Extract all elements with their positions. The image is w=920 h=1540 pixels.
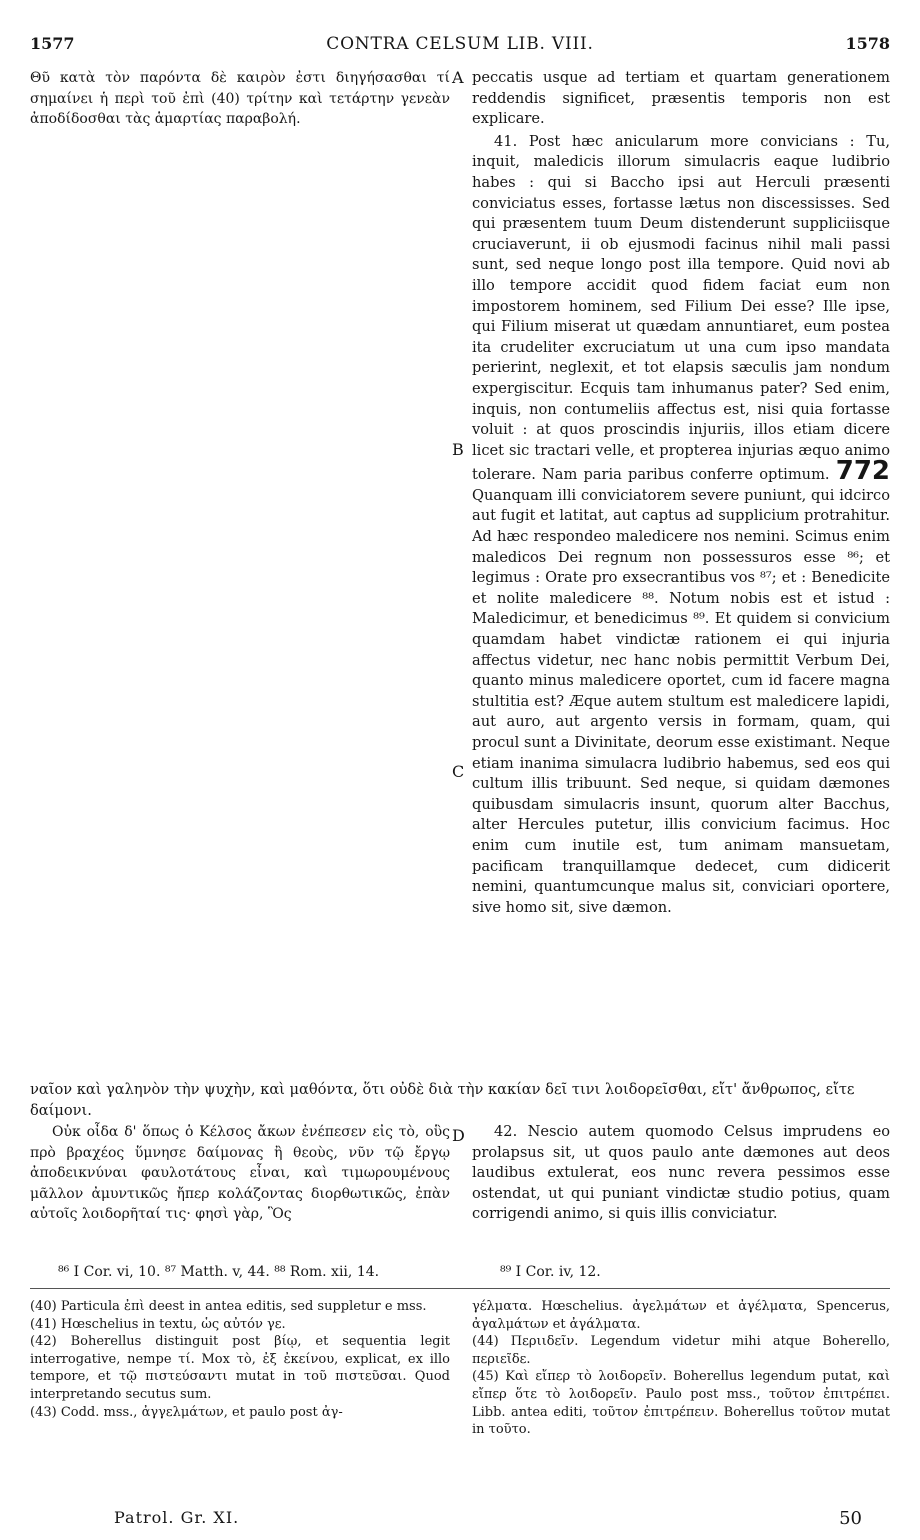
scripture-refs-right: ⁸⁹ I Cor. iv, 12. bbox=[500, 1264, 601, 1280]
column-number-marker: 772 bbox=[835, 456, 891, 487]
page-number-right: 1578 bbox=[845, 34, 890, 53]
margin-letter-b: B bbox=[452, 440, 464, 459]
footer-series: Patrol. Gr. XI. bbox=[114, 1508, 240, 1527]
scripture-refs-left: ⁸⁶ I Cor. vi, 10. ⁸⁷ Matth. v, 44. ⁸⁸ Rom. xii, 14. bbox=[58, 1264, 380, 1280]
greek-column bbox=[30, 68, 450, 132]
spanning-line: ναῖον καὶ γαληνὸν τὴν ψυχὴν, καὶ μαθόντα, ὅτι οὐδὲ διὰ τὴν κακίαν δεῖ τινι λοιδορεῖσθαι, εἴτ' ἄνθρωπος, εἴτε δαίμονι. bbox=[30, 1081, 855, 1119]
running-header bbox=[30, 34, 890, 60]
greek-column-section-42: Οὐκ οἶδα δ' ὅπως ὁ Κέλσος ἄκων ἐνέπεσεν εἰς τὸ, οὓς πρὸ βραχέος ὕμνησε δαίμονας ἢ θεοὺς, νῦν τῷ ἔργῳ ἀποδεικνύναι φαυλοτάτους εἶναι, καὶ τιμωρουμένους μᾶλλον ἀμυντικῶς ἤπερ κολάζοντας διορθωτικῶς, ἐπὰν αὐτοῖς λοιδορῆταί τις· φησὶ γὰρ, Ὃς bbox=[30, 1124, 450, 1223]
note-41: (41) Hœschelius in textu, ὡς αὐτόν γε. bbox=[30, 1316, 286, 1332]
latin-text-41: 41. Post hæc anicularum more convicians : Tu, inquit, maledicis illorum simulacris eaque ludibrio habes : qui si Baccho ipsi aut Herculi præsenti conviciatus esses, fortasse lætus non discessisses. Sed qui præsentem tuum Deum distenderunt suppliciisque cruciaverunt, ii ob ejusmodi facinus nihil mali passi sunt, sed neque longo post illa tempore. Quid novi ab illo tempore accidit quod fidem faciat eum non impostorem hominem, sed Filium Dei esse? Ille ipse, qui Filium miserat ut quædam annuntiaret, eum postea ita crudeliter excruciatum ut una cum ipso mandata perierint, neglexit, et tot elapsis sæculis jam nondum expergiscitur. Ecquis tam inhumanus pater? Sed enim, inquis, non contumeliis affectus est, nisi quia fortasse voluit : at quos proscindis injuriis, illos etiam dicere licet sic tractari velle, et propterea injurias æquo animo tolerare. Nam paria paribus conferre optimum. bbox=[472, 132, 890, 484]
margin-letter-c: C bbox=[452, 762, 465, 781]
latin-paragraph-41 bbox=[472, 132, 890, 919]
note-44: (44) Περιιδεῖν. Legendum videtur mihi atque Boherello, περιεῖδε. bbox=[472, 1334, 890, 1367]
notes-divider bbox=[30, 1288, 890, 1289]
note-43: (43) Codd. mss., ἀγγελμάτων, et paulo post ἀγ- bbox=[30, 1404, 343, 1420]
page-footer bbox=[30, 1508, 890, 1532]
notes-right bbox=[472, 1298, 890, 1439]
footer-signature: 50 bbox=[839, 1508, 862, 1529]
margin-letter-d: D bbox=[452, 1126, 465, 1145]
note-42: (42) Boherellus distinguit post βίῳ, et sequentia legit interrogative, nempe τί. Mox τὸ, ἐξ ἐκείνου, explicat, ex illo tempore, et τῷ πιστεύσαντι mutat in τοῦ πιστεῦσαι. Quod interpretando secutus sum. bbox=[30, 1334, 450, 1402]
note-43-cont: γέλματα. Hœschelius. ἀγελμάτων et ἀγέλματα, Spencerus, ἀγαλμάτων et ἀγάλματα. bbox=[472, 1299, 890, 1332]
latin-column-section-42: 42. Nescio autem quomodo Celsus imprudens eo prolapsus sit, ut quos paulo ante dæmones aut deos laudibus extulerat, eos nunc revera pessimos esse ostendat, ut qui puniant vindictæ studio potius, quam corrigendi animo, si quis illis conviciatur. bbox=[472, 1123, 890, 1223]
notes-left bbox=[30, 1298, 450, 1421]
greek-paragraph: Θῦ κατὰ τὸν παρόντα δὲ καιρὸν ἐστι διηγήσασθαι τί σημαίνει ἡ περὶ τοῦ ἐπὶ (40) τρίτην καὶ τετάρτην γενεὰν ἀποδίδοσθαι τὰς ἁμαρτίας παραβολή. bbox=[30, 70, 450, 128]
latin-text-41-cont: Quanquam illi conviciatorem severe puniunt, qui idcirco aut fugit et latitat, aut captus ad supplicium protrahitur. Ad hæc respondeo maledicere nos nemini. Scimus enim maledicos Dei regnum non possessuros esse ⁸⁶; et legimus : Orate pro exsecrantibus vos ⁸⁷; et : Benedicite et nolite maledicere ⁸⁸. Notum nobis est et istud : Maledicimur, et benedicimus ⁸⁹. Et quidem si convicium quamdam habet vindictæ rationem ei qui injuria affectus videtur, nec hanc nobis permittit Verbum Dei, quanto minus maledicere oportet, cum id facere magna stultitia est? Æque autem stultum est maledicere lapidi, aut auro, aut argento versis in formam, quam, qui procul sunt a Divinitate, deorum esse existimant. Neque etiam inanima simulacra ludibrio habemus, sed eos qui cultum illis tribuunt. Sed neque, si quidam dæmones quibusdam simulacris insunt, quorum alter Bacchus, alter Hercules putetur, illis convicium facimus. Hoc enim cum inutile est, tum animam mansuetam, pacificam tranquillamque dedecet, cum didicerit nemini, quantumcunque malus sit, conviciari oportere, sive homo sit, sive dæmon. bbox=[472, 486, 890, 916]
page-number-left: 1577 bbox=[30, 34, 75, 53]
note-45: (45) Καὶ εἴπερ τὸ λοιδορεῖν. Boherellus legendum putat, καὶ εἴπερ ὅτε τὸ λοιδορεῖν. Paulo post mss., τοῦτον ἐπιτρέπει. Libb. antea editi, τοῦτον ἐπιτρέπειν. Boherellus τοῦτον mutat in τοῦτο. bbox=[472, 1369, 890, 1438]
margin-letter-a: A bbox=[452, 68, 464, 87]
latin-column bbox=[472, 68, 890, 920]
note-40: (40) Particula ἐπὶ deest in antea editis, sed suppletur e mss. bbox=[30, 1299, 427, 1314]
latin-paragraph-intro: peccatis usque ad tertiam et quartam generationem reddendis significet, præsentis temporis non est explicare. bbox=[472, 69, 890, 128]
running-title: CONTRA CELSUM LIB. VIII. bbox=[326, 34, 594, 54]
